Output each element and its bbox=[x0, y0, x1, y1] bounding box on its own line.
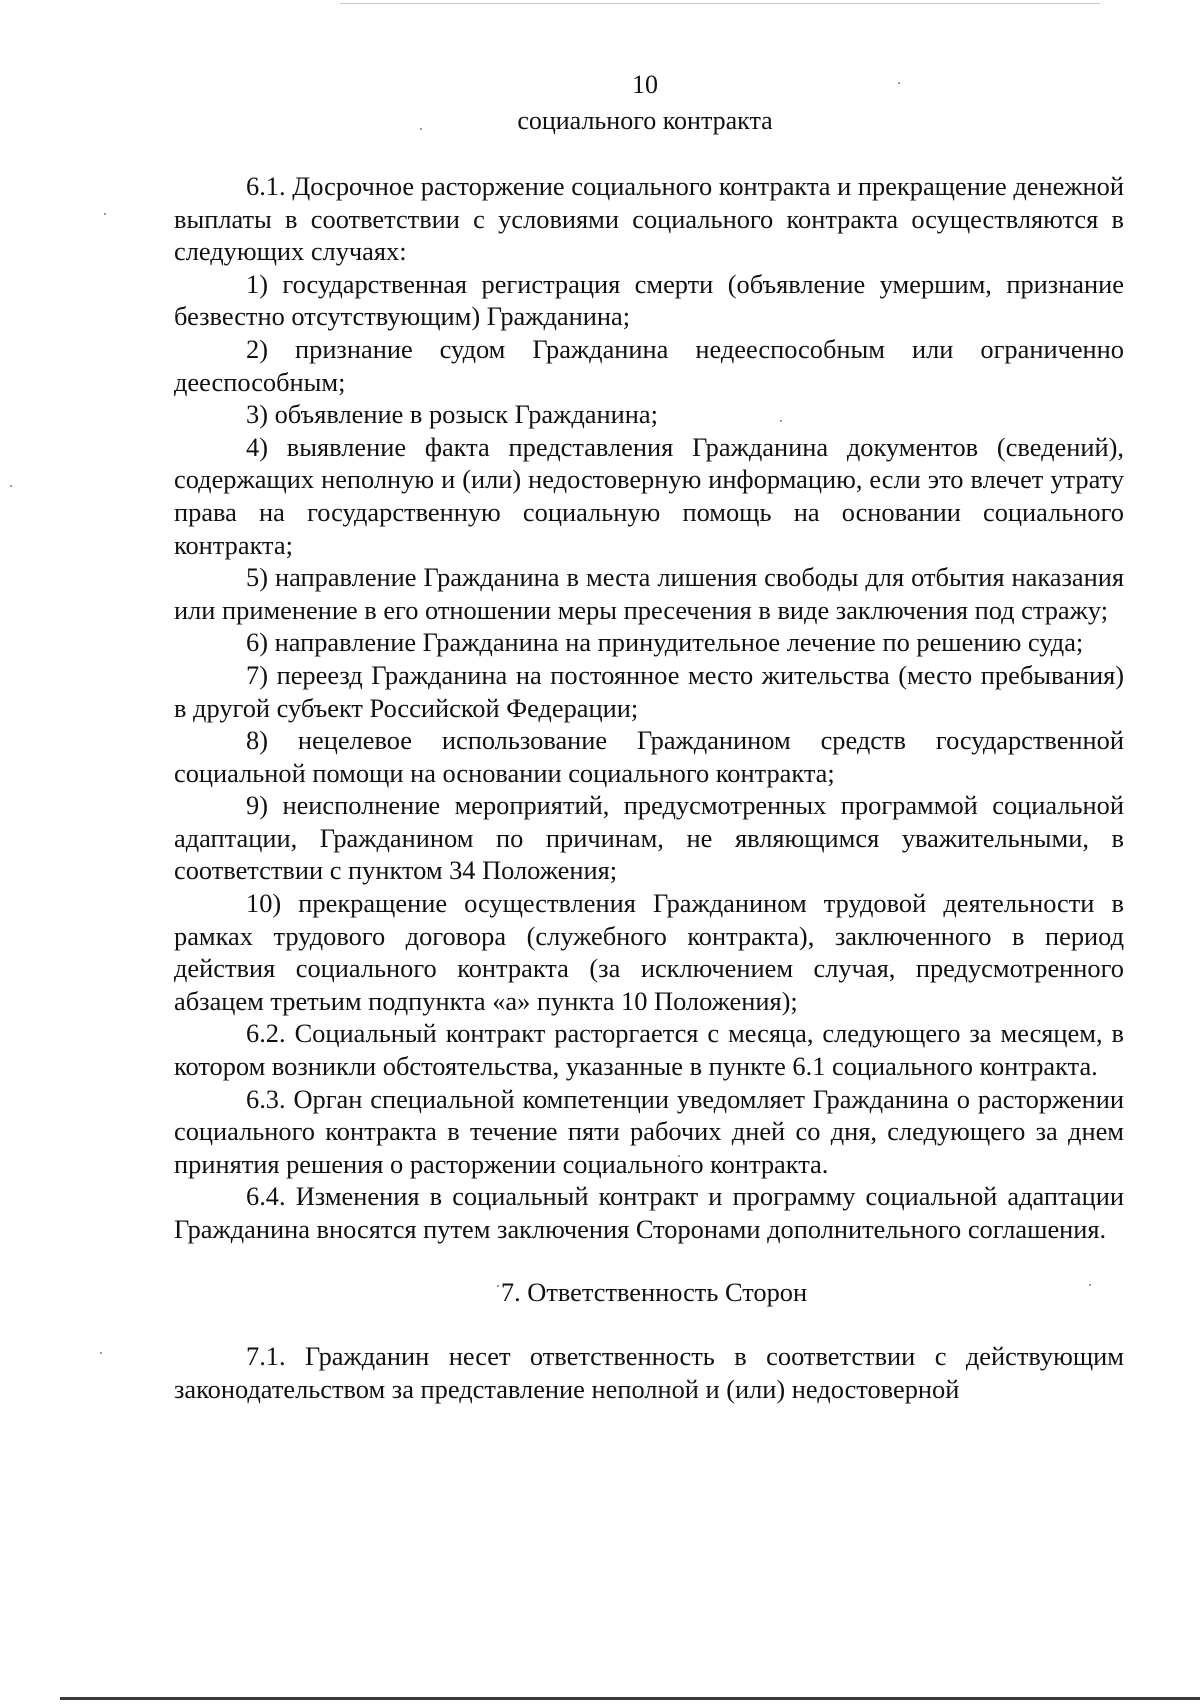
running-head: социального контракта bbox=[517, 106, 773, 135]
scan-bottom-edge bbox=[60, 1697, 1200, 1700]
clause-6-1-item-8: 8) нецелевое использование Гражданином средств государственной социальной помощи на основании социального контракта; bbox=[174, 725, 1124, 788]
page-number: 10 bbox=[632, 70, 658, 99]
clause-6-1-item-6: 6) направление Гражданина на принудительное лечение по решению суда; bbox=[246, 627, 1084, 658]
clause-6-1-item-5: 5) направление Гражданина в места лишения свободы для отбытия наказания или применение в его отношении меры пресечения в виде заключения под стражу; bbox=[174, 562, 1124, 625]
clause-6-1: 6.1. Досрочное расторжение социального контракта и прекращение денежной выплаты в соответствии с условиями социального контракта осуществляются в следующих случаях: bbox=[174, 171, 1124, 267]
clause-6-4: 6.4. Изменения в социальный контракт и программу социальной адаптации Гражданина вносятся путем заключения Сторонами дополнительного соглашения. bbox=[174, 1181, 1124, 1244]
clause-7-1: 7.1. Гражданин несет ответственность в соответствии с действующим законодательством за представление неполной и (или) недостоверной bbox=[174, 1341, 1124, 1404]
scan-speck bbox=[10, 485, 12, 487]
clause-6-1-item-1: 1) государственная регистрация смерти (объявление умершим, признание безвестно отсутствующим) Гражданина; bbox=[174, 268, 1124, 332]
clause-6-1-item-10: 10) прекращение осуществления Гражданином трудовой деятельности в рамках трудового договора (служебного контракта), заключенного в период действия социального контракта (за исключением случая, предусмотренного абзацем третьим подпункта «а» пункта 10 Положения); bbox=[174, 888, 1124, 1016]
document-body bbox=[174, 170, 1124, 1405]
clause-6-1-item-9: 9) неисполнение мероприятий, предусмотренных программой социальной адаптации, Гражданином по причинам, не являющимся уважительными, в соответствии с пунктом 34 Положения; bbox=[174, 790, 1124, 886]
clause-6-3: 6.3. Орган специальной компетенции уведомляет Гражданина о расторжении социального контракта в течение пяти рабочих дней со дня, следующего за днем принятия решения о расторжении социального контракта. bbox=[174, 1083, 1124, 1179]
clause-6-1-item-4: 4) выявление факта представления Гражданина документов (сведений), содержащих неполную и (или) недостоверную информацию, если это влечет утрату права на государственную социальную помощь на основании социального контракта; bbox=[174, 431, 1124, 560]
clause-6-2: 6.2. Социальный контракт расторгается с месяца, следующего за месяцем, в котором возникли обстоятельства, указанные в пункте 6.1 социального контракта. bbox=[174, 1018, 1124, 1082]
clause-6-1-item-3: 3) объявление в розыск Гражданина; bbox=[246, 399, 658, 430]
scan-speck bbox=[104, 213, 106, 215]
scan-top-edge bbox=[340, 3, 1100, 4]
clause-6-1-item-7: 7) переезд Гражданина на постоянное место жительства (место пребывания) в другой субъект Российской Федерации; bbox=[174, 659, 1124, 723]
clause-6-1-item-2: 2) признание судом Гражданина недееспособным или ограниченно дееспособным; bbox=[174, 333, 1124, 397]
scan-speck bbox=[100, 1352, 102, 1354]
section-heading: 7. Ответственность Сторон bbox=[500, 1276, 808, 1307]
